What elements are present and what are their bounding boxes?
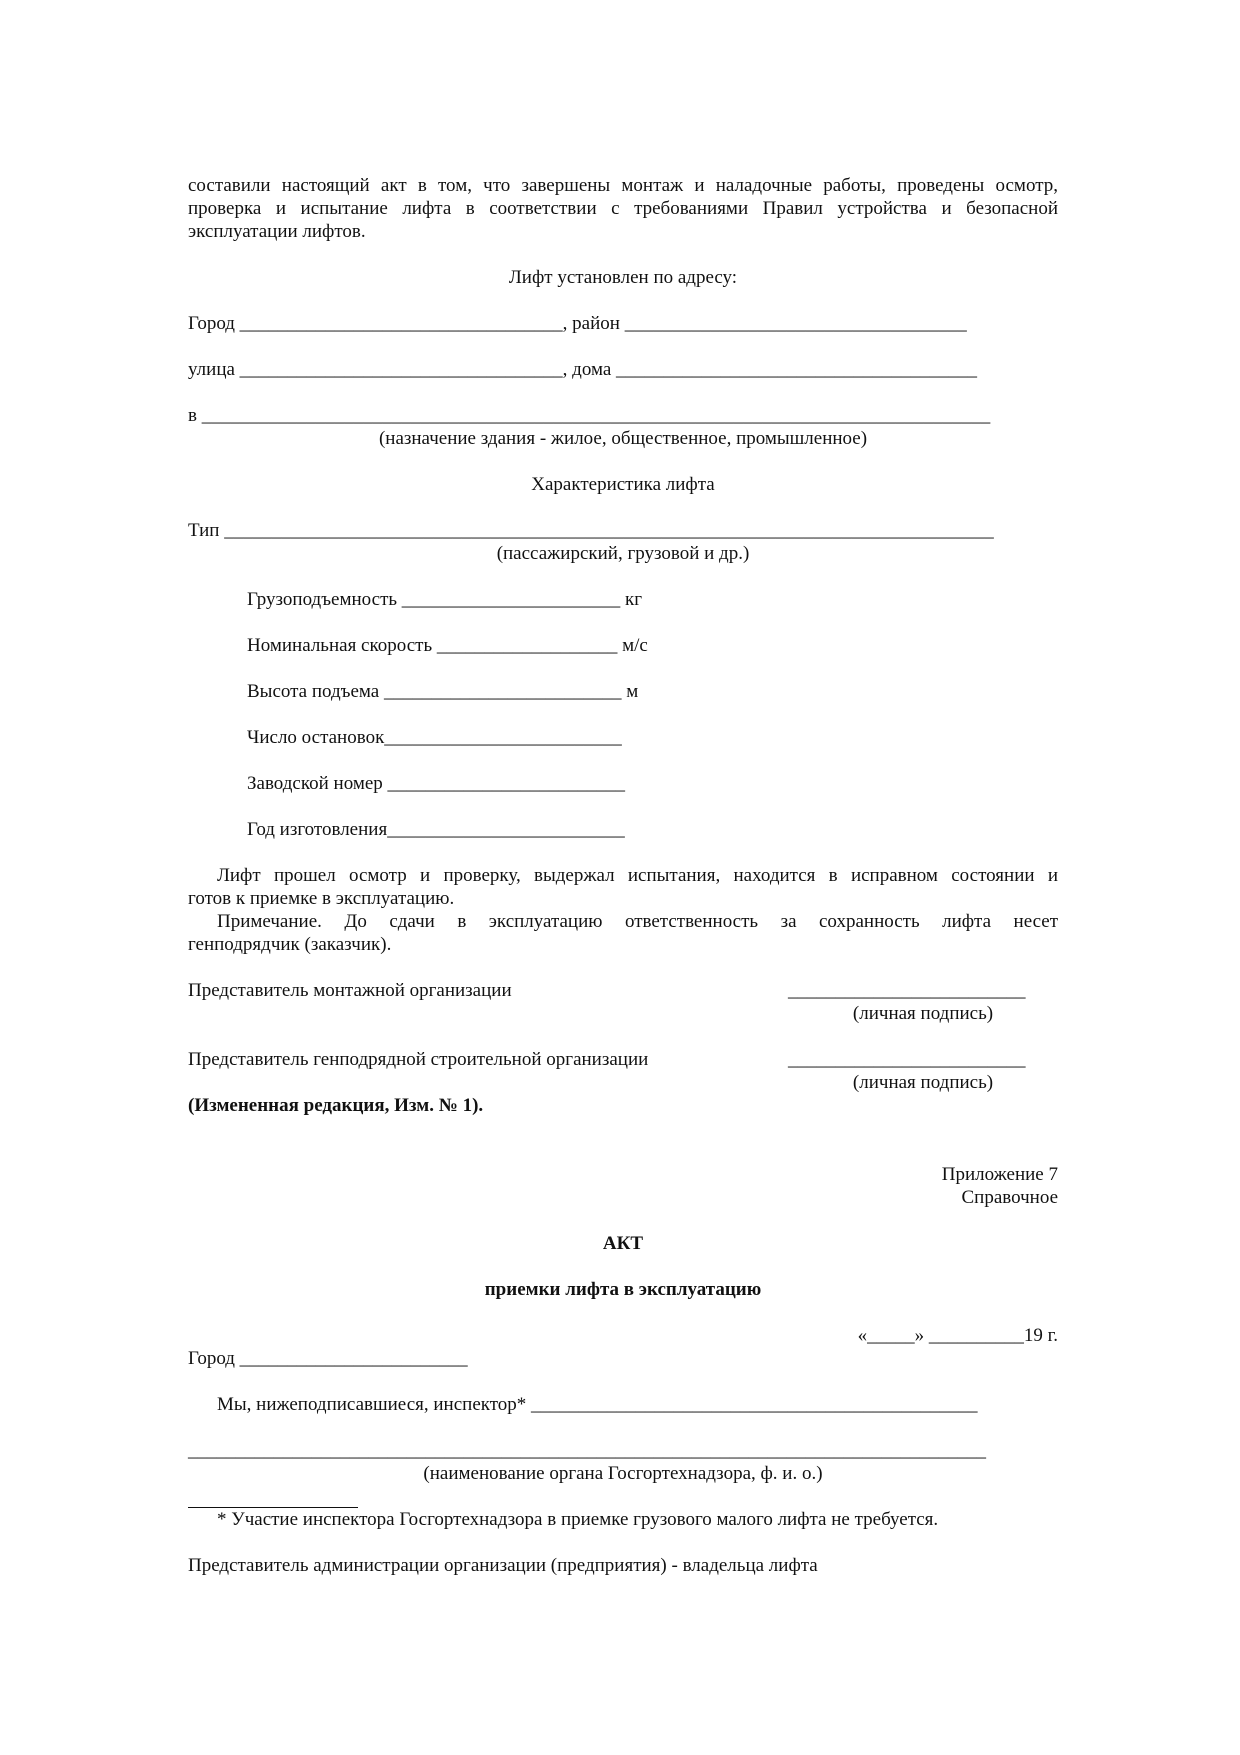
owner-rep-label: Представитель администрации организации (предприятия) - владельца лифта	[188, 1555, 818, 1576]
intro-line-1: составили настоящий акт в том, что завершены монтаж и наладочные работы, проведены осмотр,	[188, 175, 1058, 196]
act-city-line: Город ________________________	[188, 1348, 468, 1369]
type-line: Тип _________________________________________________________________________________	[188, 520, 994, 541]
act-date-line: «_____» __________19 г.	[857, 1325, 1058, 1346]
characteristics-heading: Характеристика лифта	[531, 474, 715, 495]
street-house-line: улица __________________________________, дома ______________________________________	[188, 359, 978, 380]
inspection-org-line: ____________________________________________________________________________________	[188, 1440, 986, 1461]
contractor-rep-label: Представитель генподрядной строительной организации	[188, 1049, 649, 1070]
inspection-org-caption: (наименование органа Госгортехнадзора, ф. и. о.)	[423, 1463, 823, 1484]
installer-rep-label: Представитель монтажной организации	[188, 980, 512, 1001]
contractor-signature-caption: (личная подпись)	[852, 1072, 994, 1093]
conclusion-line-1: Лифт прошел осмотр и проверку, выдержал испытания, находится в исправном состоянии и	[217, 865, 1058, 886]
height-field: Высота подъема _________________________ м	[247, 681, 639, 702]
revision-note: (Измененная редакция, Изм. № 1).	[188, 1095, 484, 1116]
footnote: * Участие инспектора Госгортехнадзора в приемке грузового малого лифта не требуется.	[217, 1509, 939, 1530]
type-caption: (пассажирский, грузовой и др.)	[496, 543, 750, 564]
intro-line-3: эксплуатации лифтов.	[188, 221, 366, 242]
building-line: в ___________________________________________________________________________________	[188, 405, 991, 426]
act-subtitle: приемки лифта в эксплуатацию	[484, 1279, 762, 1300]
appendix-type: Справочное	[961, 1187, 1058, 1208]
building-caption: (назначение здания - жилое, общественное, промышленное)	[378, 428, 868, 449]
installer-signature-line: _________________________	[788, 980, 1026, 1001]
act-title: АКТ	[602, 1233, 644, 1254]
contractor-signature-line: _________________________	[788, 1049, 1026, 1070]
city-district-line: Город __________________________________, район ____________________________________	[188, 313, 967, 334]
installer-signature-caption: (личная подпись)	[852, 1003, 994, 1024]
capacity-field: Грузоподъемность _______________________ кг	[247, 589, 643, 610]
address-heading: Лифт установлен по адресу:	[508, 267, 738, 288]
intro-line-2: проверка и испытание лифта в соответствии с требованиями Правил устройства и безопасной	[188, 198, 1058, 219]
inspector-line: Мы, нижеподписавшиеся, инспектор* _______________________________________________	[217, 1394, 978, 1415]
serial-number-field: Заводской номер _________________________	[247, 773, 626, 794]
speed-field: Номинальная скорость ___________________ м/с	[247, 635, 648, 656]
manufacture-year-field: Год изготовления_________________________	[247, 819, 625, 840]
conclusion-line-2: готов к приемке в эксплуатацию.	[188, 888, 455, 909]
note-line-2: генподрядчик (заказчик).	[188, 934, 392, 955]
appendix-number: Приложение 7	[941, 1164, 1058, 1185]
stops-field: Число остановок_________________________	[247, 727, 622, 748]
note-line-1: Примечание. До сдачи в эксплуатацию ответственность за сохранность лифта несет	[217, 911, 1058, 932]
